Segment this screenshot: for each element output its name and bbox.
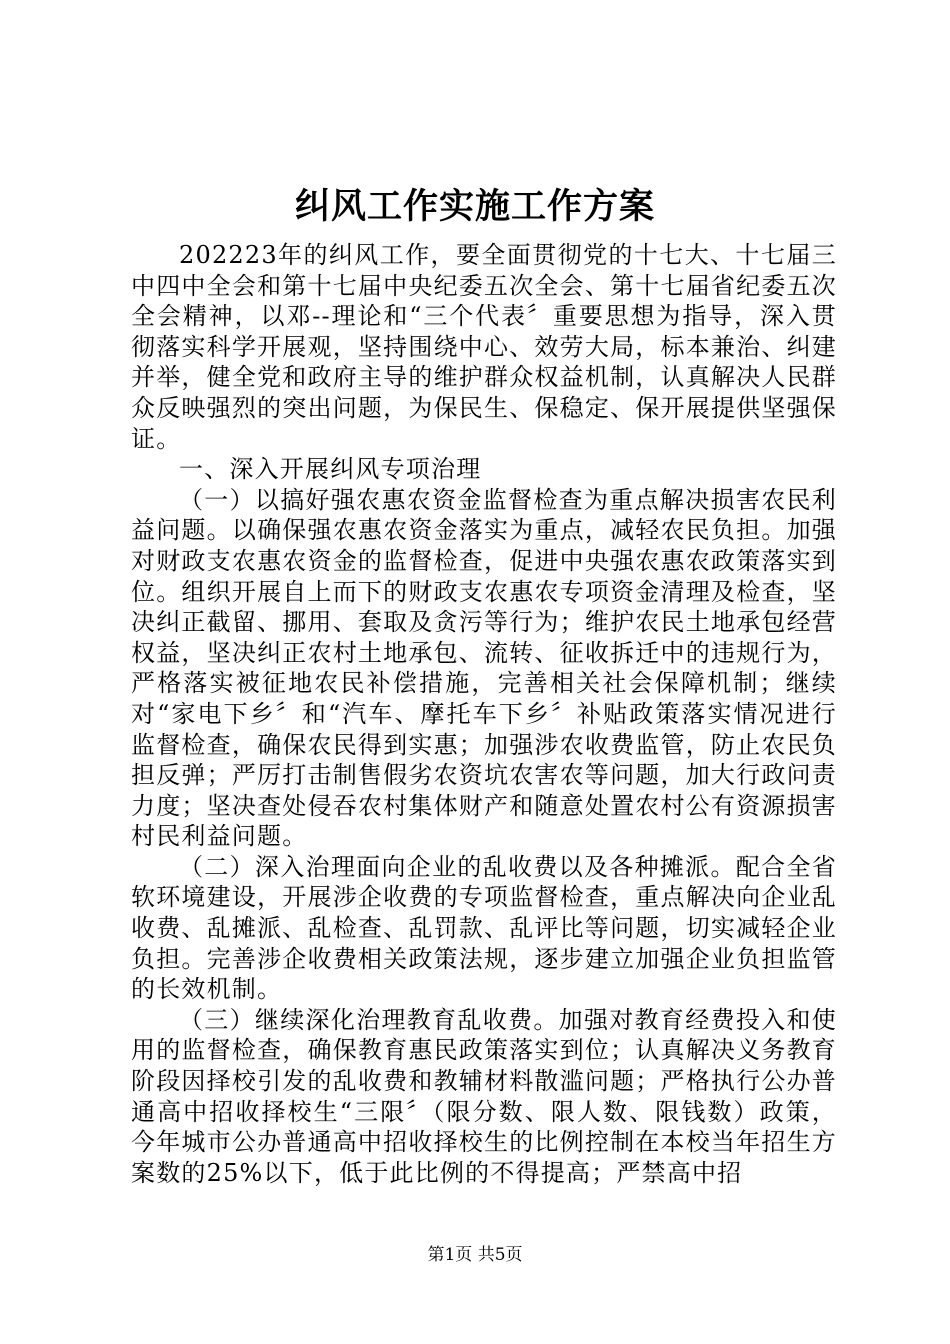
- paragraph-item-3: （三）继续深化治理教育乱收费。加强对教育经费投入和使用的监督检查，确保教育惠民政策落实到位；认真解决义务教育阶段因择校引发的乱收费和教辅材料散滥问题；严格执行公办普通高中招收择校生“三限〞（限分数、限人数、限钱数）政策，今年城市公办普通高中招收择校生的比例控制在本校当年招生方案数的25%以下，低于此比例的不得提高；严禁高中招: [131, 1005, 837, 1187]
- document-title: 纠风工作实施工作方案: [294, 187, 655, 227]
- document-body: [131, 240, 837, 1188]
- section-heading-1: 一、深入开展纠风专项治理: [179, 455, 482, 484]
- paragraph-intro: 202223年的纠风工作，要全面贯彻党的十七大、十七届三中四中全会和第十七届中央纪委五次全会、第十七届省纪委五次全会精神，以邓--理论和“三个代表〞重要思想为指导，深入贯彻落实科学开展观，坚持围绕中心、效劳大局，标本兼治、纠建并举，健全党和政府主导的维护群众权益机制，认真解决人民群众反映强烈的突出问题，为保民生、保稳定、保开展提供坚强保证。: [131, 241, 837, 453]
- page-number-footer: 第1页 共5页: [427, 1245, 523, 1265]
- paragraph-item-2: （二）深入治理面向企业的乱收费以及各种摊派。配合全省软环境建设，开展涉企收费的专项监督检查，重点解决向企业乱收费、乱摊派、乱检查、乱罚款、乱评比等问题，切实减轻企业负担。完善涉企收费相关政策法规，逐步建立加强企业负担监管的长效机制。: [131, 852, 837, 1004]
- paragraph-item-1: （一）以搞好强农惠农资金监督检查为重点解决损害农民利益问题。以确保强农惠农资金落实为重点，减轻农民负担。加强对财政支农惠农资金的监督检查，促进中央强农惠农政策落实到位。组织开展自上而下的财政支农惠农专项资金清理及检查，坚决纠正截留、挪用、套取及贪污等行为；维护农民土地承包经营权益，坚决纠正农村土地承包、流转、征收拆迁中的违规行为，严格落实被征地农民补偿措施，完善相关社会保障机制；继续对“家电下乡〞和“汽车、摩托车下乡〞补贴政策落实情况进行监督检查，确保农民得到实惠；加强涉农收费监管，防止农民负担反弹；严厉打击制售假劣农资坑农害农等问题，加大行政问责力度；坚决查处侵吞农村集体财产和随意处置农村公有资源损害村民利益问题。: [131, 485, 837, 851]
